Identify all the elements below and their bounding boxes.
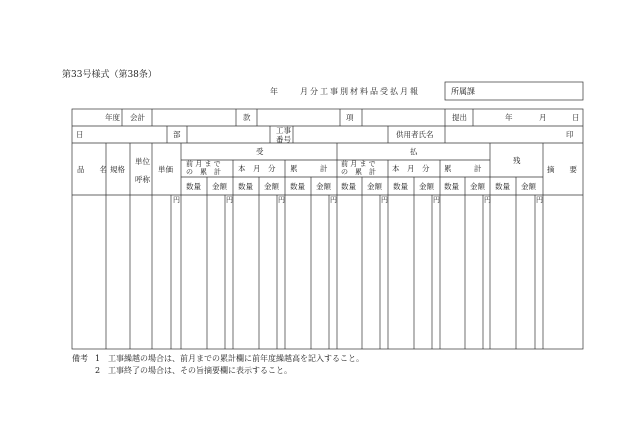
qty-header-6: 数量 — [444, 182, 459, 191]
note-2-num: 2 — [95, 366, 101, 375]
dept-label: 部 — [173, 130, 181, 139]
yen-mark: 円 — [330, 196, 337, 204]
balance-header: 残 — [513, 156, 521, 165]
user-name-label: 供用者氏名 — [396, 130, 434, 139]
item-name-header: 品 名 — [77, 165, 107, 174]
report-title: 年 月分工事別材料品受払月報 — [270, 87, 420, 96]
kou-label: 項 — [346, 113, 354, 122]
form-number: 第33号様式（第38条） — [62, 70, 157, 80]
submitted-day: 日 — [572, 113, 580, 122]
unit-header-1: 単位 — [135, 157, 150, 166]
amt-header-6: 金額 — [470, 182, 485, 191]
amt-header-5: 金額 — [419, 182, 434, 191]
fiscal-year-label: 年度 — [105, 113, 120, 122]
recv-prev-cum-1: 前 月 ま で — [186, 160, 221, 168]
pay-prev-cum-2: の 累 計 — [341, 168, 376, 176]
amt-header-4: 金額 — [367, 182, 382, 191]
receive-header: 受 — [256, 147, 264, 156]
qty-header-4: 数量 — [341, 182, 356, 191]
dept-box-label: 所属課 — [451, 87, 475, 96]
yen-mark: 円 — [433, 196, 440, 204]
yen-mark: 円 — [381, 196, 388, 204]
notes-label: 備考 — [72, 354, 88, 363]
yen-mark: 円 — [278, 196, 285, 204]
spec-header: 規格 — [110, 165, 125, 174]
note-1-num: 1 — [95, 354, 101, 363]
amt-header-7: 金額 — [521, 182, 536, 191]
amt-header-3: 金額 — [316, 182, 331, 191]
pay-cumulative: 累 計 — [444, 164, 482, 173]
remarks-header: 摘 要 — [547, 165, 577, 174]
recv-prev-cum-2: の 累 計 — [186, 168, 221, 176]
pay-this-month: 本 月 分 — [392, 164, 430, 173]
qty-header-3: 数量 — [290, 182, 305, 191]
amt-header-1: 金額 — [212, 182, 227, 191]
pay-header: 払 — [410, 147, 418, 156]
submitted-label: 提出 — [452, 113, 467, 122]
account-label: 会計 — [130, 113, 145, 122]
yen-mark: 円 — [484, 196, 491, 204]
kan-label: 款 — [243, 113, 251, 122]
qty-header-7: 数量 — [495, 182, 510, 191]
recv-cumulative: 累 計 — [290, 164, 328, 173]
seal-label: 印 — [566, 130, 574, 139]
qty-header-5: 数量 — [393, 182, 408, 191]
yen-mark: 円 — [536, 196, 543, 204]
note-1-text: 工事繰越の場合は、前月までの累計欄に前年度繰越高を記入すること。 — [108, 354, 364, 363]
pay-prev-cum-1: 前 月 ま で — [341, 160, 376, 168]
day-label: 日 — [76, 130, 84, 139]
unit-price-header: 単価 — [158, 165, 173, 174]
yen-mark: 円 — [226, 196, 233, 204]
construction-no-label-1: 工事 — [276, 126, 291, 135]
note-2-text: 工事終了の場合は、その旨摘要欄に表示すること。 — [108, 366, 292, 375]
recv-this-month: 本 月 分 — [238, 164, 276, 173]
unit-header-2: 呼称 — [135, 175, 150, 184]
qty-header-1: 数量 — [186, 182, 201, 191]
submitted-month: 月 — [539, 113, 547, 122]
submitted-year: 年 — [505, 113, 513, 122]
amt-header-2: 金額 — [264, 182, 279, 191]
construction-no-label-2: 番号 — [276, 135, 291, 144]
qty-header-2: 数量 — [238, 182, 253, 191]
yen-mark: 円 — [173, 196, 180, 204]
